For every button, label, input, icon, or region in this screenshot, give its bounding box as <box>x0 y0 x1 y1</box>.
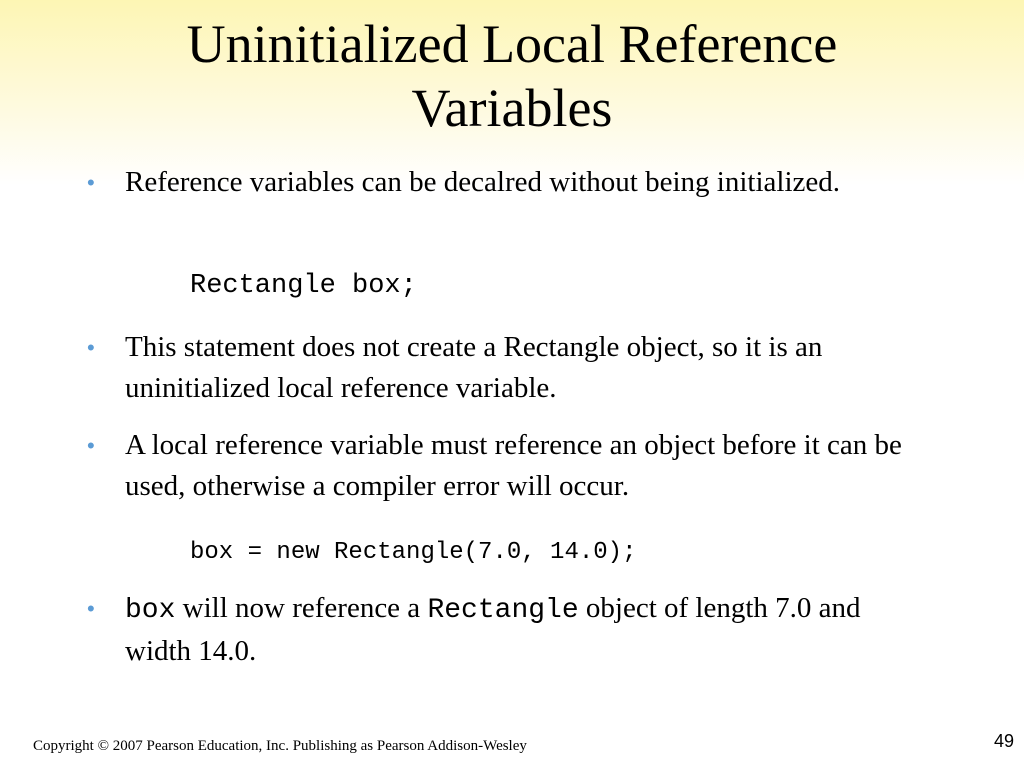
bullet-text-3: A local reference variable must reference an object before it can be used, otherwise a compiler error will occur. <box>125 429 902 502</box>
page-number: 49 <box>993 731 1014 751</box>
bullet-text-4 <box>125 588 927 672</box>
slide-title-line-2: Variables <box>411 78 613 138</box>
bullet-item-1 <box>87 162 927 203</box>
inline-code-rectangle: Rectangle <box>427 595 579 626</box>
bullet-text-2: This statement does not create a Rectangle object, so it is an uninitialized local reference variable. <box>125 331 823 404</box>
bullet-text-4-part-1: will now reference a <box>175 592 428 624</box>
slide-title <box>0 12 1024 140</box>
bullet-marker: • <box>87 596 95 621</box>
bullet-marker: • <box>87 433 95 458</box>
bullet-text-4-part-2: object of length 7.0 and width 14.0. <box>125 592 861 667</box>
code-line-1: Rectangle box; <box>190 271 417 301</box>
inline-code-box: box <box>125 595 176 626</box>
code-line-2: box = new Rectangle(7.0, 14.0); <box>190 539 637 566</box>
bullet-marker: • <box>87 335 95 360</box>
bullet-marker: • <box>87 170 95 195</box>
bullet-item-2 <box>87 327 927 409</box>
bullet-item-4 <box>87 588 927 672</box>
bullet-text-1: Reference variables can be decalred without being initialized. <box>125 166 841 198</box>
copyright-footer: Copyright © 2007 Pearson Education, Inc. Publishing as Pearson Addison-Wesley <box>33 738 527 754</box>
bullet-item-3 <box>87 425 927 507</box>
slide-title-line-1: Uninitialized Local Reference <box>186 14 838 74</box>
